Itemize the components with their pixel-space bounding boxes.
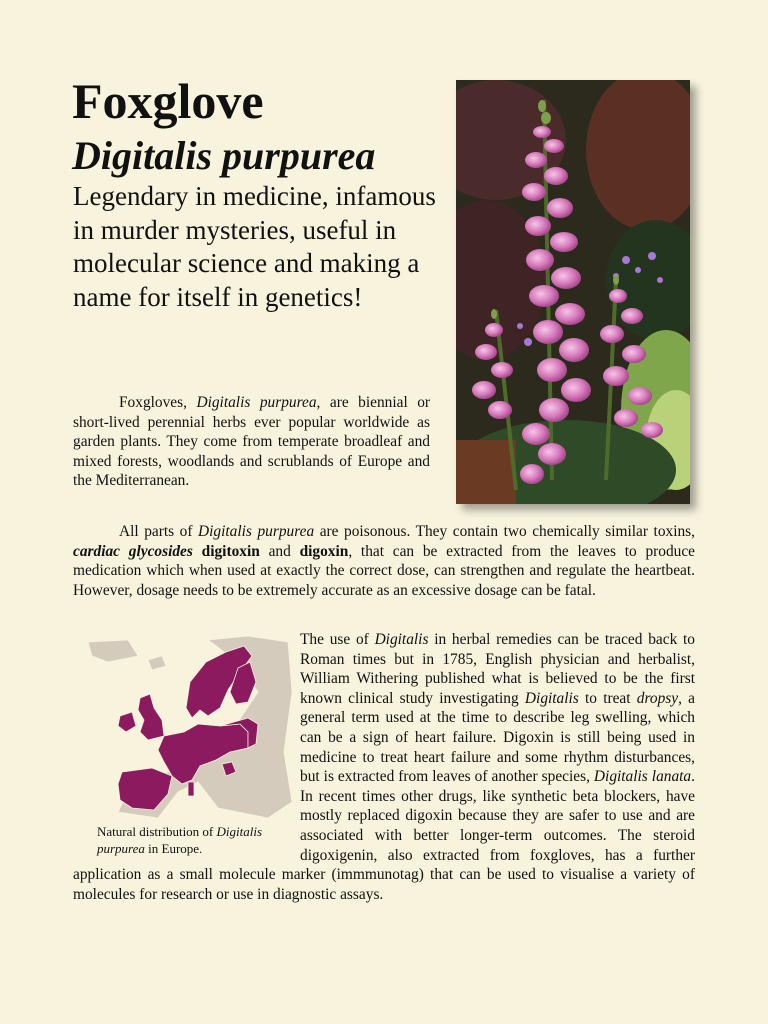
page-title: Foxglove — [72, 73, 264, 129]
foxglove-photo — [456, 80, 690, 504]
species-name: Digitalis purpurea — [72, 133, 376, 178]
paragraph-intro: Foxgloves, Digitalis purpurea, are biennial or short-lived perennial herbs ever popular worldwide as garden plants. They come from temperate broadleaf and mixed forests, woodlands and scrublands of Europe and the Mediterranean. — [73, 394, 431, 490]
map-caption: Natural distribution of Digitalis purpurea in Europe. — [97, 824, 263, 856]
europe-distribution-map — [88, 632, 292, 820]
tagline: Legendary in medicine, infamous in murder mysteries, useful in molecular science and making a name for itself in genetics! — [73, 181, 436, 312]
paragraph-history: The use of Digitalis in herbal remedies can be traced back to Roman times but in 1785, English physician and herbalist, William Withering published what is believed to be the first known clinical study investigating Digitalis to treat dropsy, a general term used at the time to describe leg swelling, which can be a sign of heart failure. Digoxin is still being used in medicine to treat heart failure and some rhythm disturbances, but is extracted from leaves of another species, Digitalis lanata. In recent times other drugs, like synthetic beta blockers, have mostly replaced digoxin because they are safer to use and are associated with better longer-term outcomes. The steroid digoxigenin, also extracted from foxgloves, has a further application as a small molecule marker (immmunotag) that can be used to visualise a variety of molecules for research or use in diagnostic assays. — [73, 631, 695, 903]
paragraph-toxins: All parts of Digitalis purpurea are poisonous. They contain two chemically similar toxins, cardiac glycosides digitoxin and digoxin, that can be extracted from the leaves to produce medication which when used at exactly the correct dose, can strengthen and regulate the heartbeat. However, dosage needs to be extremely accurate as an excessive dosage can be fatal. — [73, 523, 696, 599]
